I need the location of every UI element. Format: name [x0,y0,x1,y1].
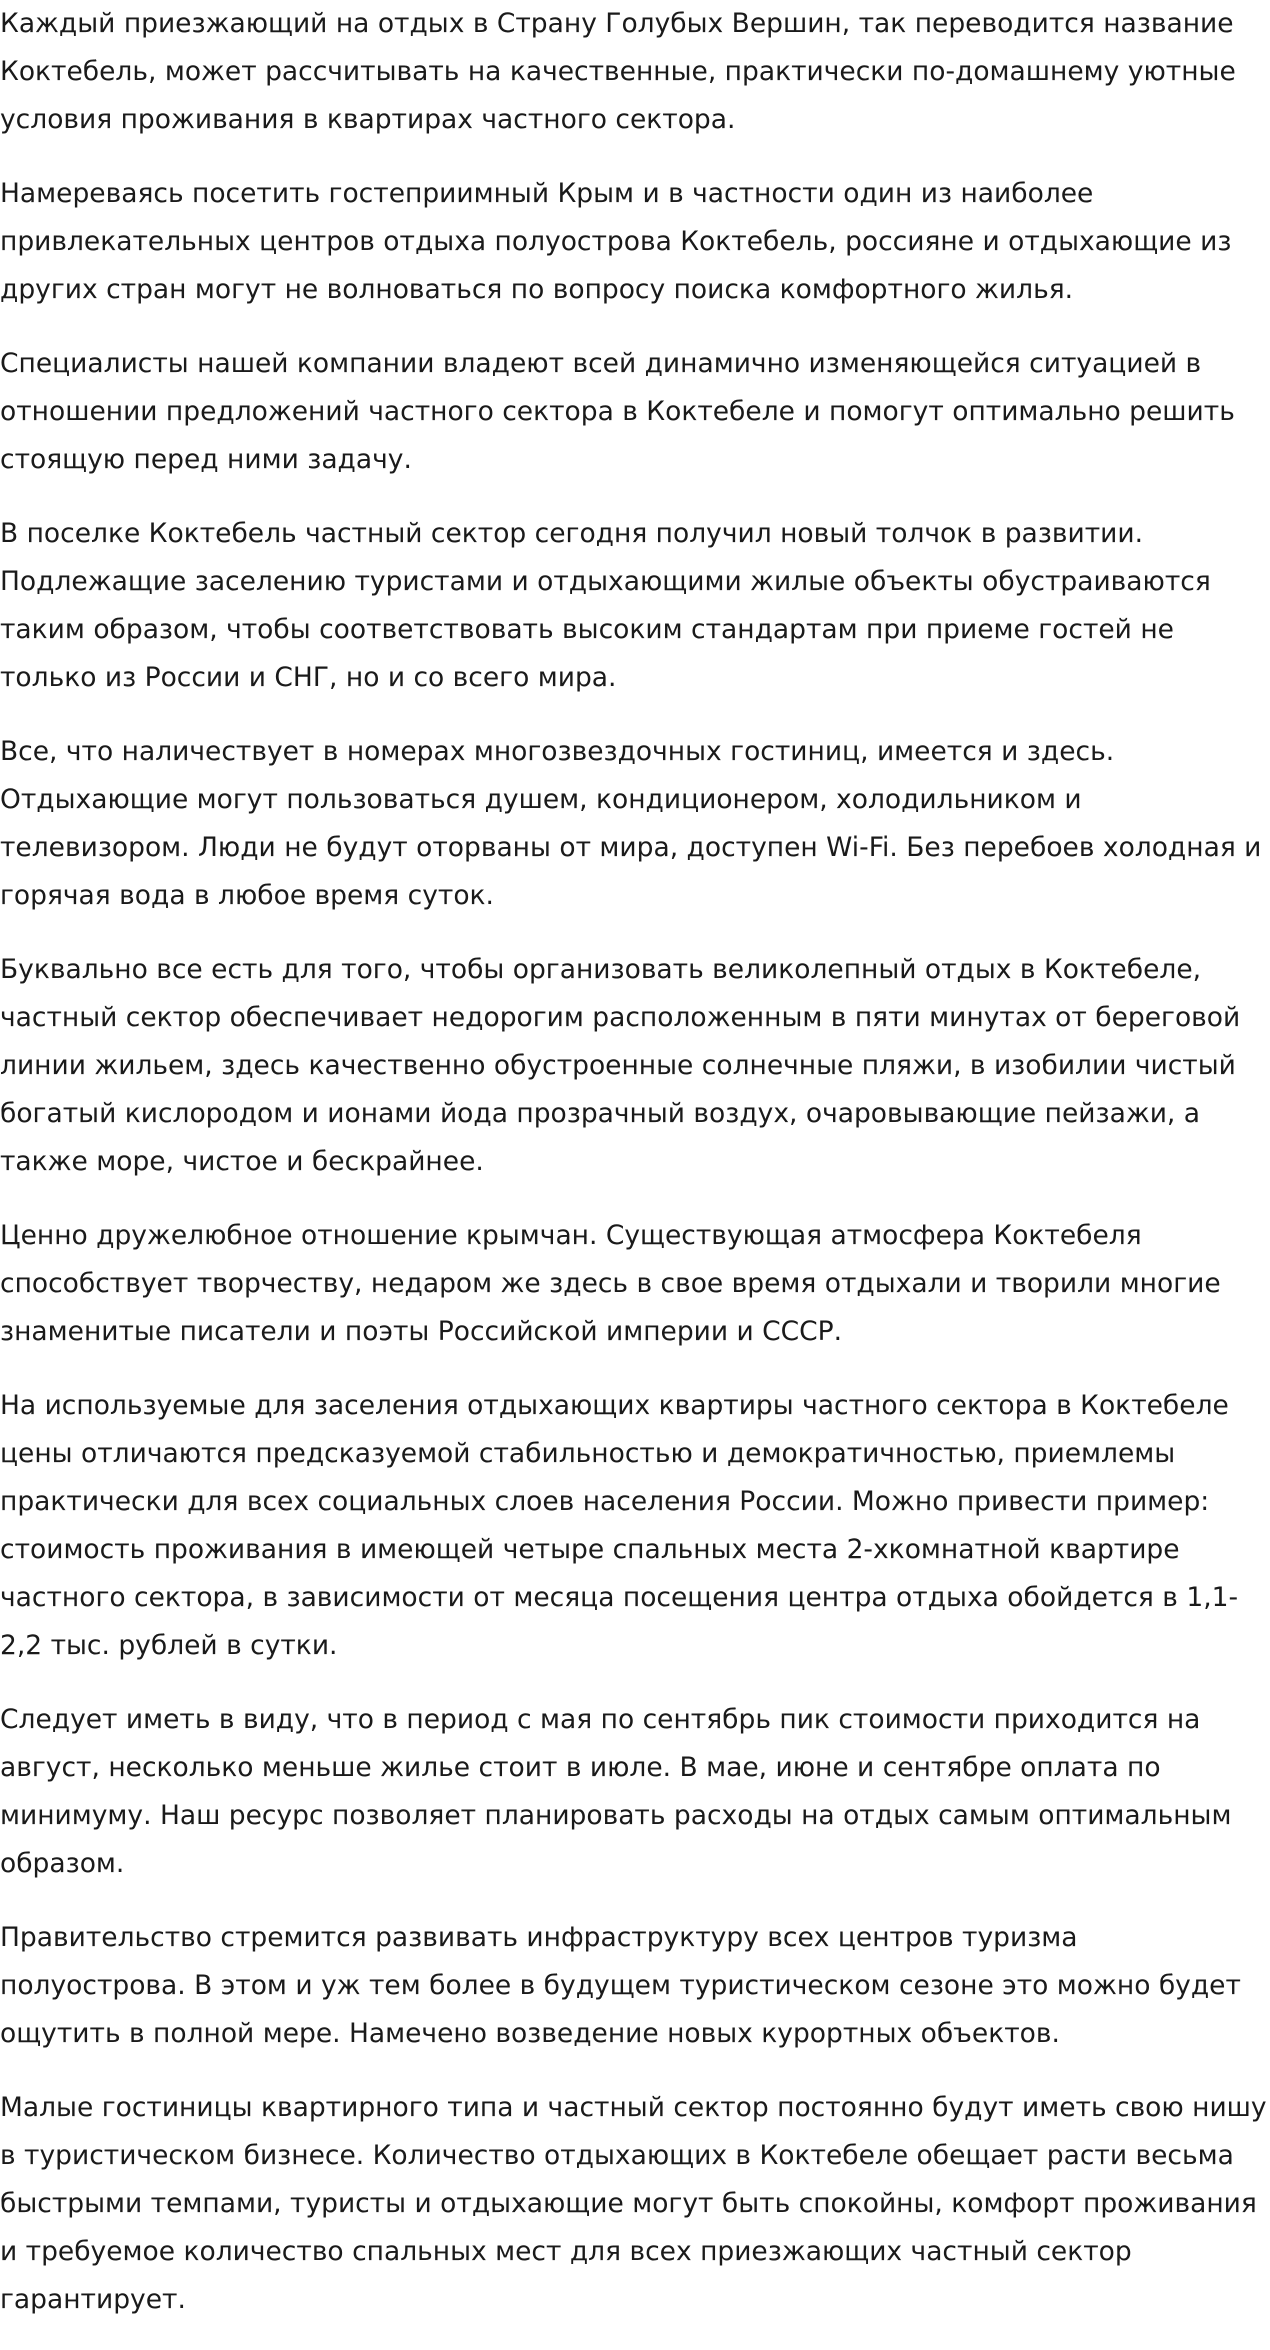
paragraph-seasonality: Следует иметь в виду, что в период с мая по сентябрь пик стоимости приходится на август, несколько меньше жилье стоит в июле. В мае, июне и сентябре оплата по минимуму. Наш ресурс позволяет планировать расходы на отдых самым оптимальным образом. [0,1704,1232,1879]
paragraph-vacation: Буквально все есть для того, чтобы организовать великолепный отдых в Коктебеле, частный сектор обеспечивает недорогим расположенным в пяти минутах от береговой линии жильем, здесь качественно обустроенные солнечные пляжи, в изобилии чистый богатый кислородом и ионами йода прозрачный воздух, очаровывающие пейзажи, а также море, чистое и бескрайнее. [0,954,1241,1177]
paragraph-intro: Каждый приезжающий на отдых в Страну Голубых Вершин, так переводится название Коктебель, может рассчитывать на качественные, практически по-домашнему уютные условия проживания в квартирах частного сектора. [0,8,1236,135]
paragraph-prices: На используемые для заселения отдыхающих квартиры частного сектора в Коктебеле цены отличаются предсказуемой стабильностью и демократичностью, приемлемы практически для всех социальных слоев населения России. Можно привести пример: стоимость проживания в имеющей четыре спальных места 2-хкомнатной квартире частного сектора, в зависимости от месяца посещения центра отдыха обойдется в 1,1-2,2 тыс. рублей в сутки. [0,1390,1239,1661]
paragraph-atmosphere: Ценно дружелюбное отношение крымчан. Существующая атмосфера Коктебеля способствует творчеству, недаром же здесь в свое время отдыхали и творили многие знаменитые писатели и поэты Российской империи и СССР. [0,1220,1221,1347]
paragraph-crimea-visit: Намереваясь посетить гостеприимный Крым и в частности один из наиболее привлекательных центров отдыха полуострова Коктебель, россияне и отдыхающие из других стран могут не волноваться по вопросу поиска комфортного жилья. [0,178,1232,305]
paragraph-development: В поселке Коктебель частный сектор сегодня получил новый толчок в развитии. Подлежащие заселению туристами и отдыхающими жилые объекты обустраиваются таким образом, чтобы соответствовать высоким стандартам при приеме гостей не только из России и СНГ, но и со всего мира. [0,518,1211,693]
paragraph-infrastructure: Правительство стремится развивать инфраструктуру всех центров туризма полуострова. В этом и уж тем более в будущем туристическом сезоне это можно будет ощутить в полной мере. Намечено возведение новых курортных объектов. [0,1922,1241,2049]
paragraph-specialists: Специалисты нашей компании владеют всей динамично изменяющейся ситуацией в отношении предложений частного сектора в Коктебеле и помогут оптимально решить стоящую перед ними задачу. [0,348,1235,475]
paragraph-amenities: Все, что наличествует в номерах многозвездочных гостиниц, имеется и здесь. Отдыхающие могут пользоваться душем, кондиционером, холодильником и телевизором. Люди не будут оторваны от мира, доступен Wi-Fi. Без перебоев холодная и горячая вода в любое время суток. [0,736,1262,911]
paragraph-conclusion: Малые гостиницы квартирного типа и частный сектор постоянно будут иметь свою нишу в туристическом бизнесе. Количество отдыхающих в Коктебеле обещает расти весьма быстрыми темпами, туристы и отдыхающие могут быть спокойны, комфорт проживания и требуемое количество спальных мест для всех приезжающих частный сектор гарантирует. [0,2092,1267,2315]
